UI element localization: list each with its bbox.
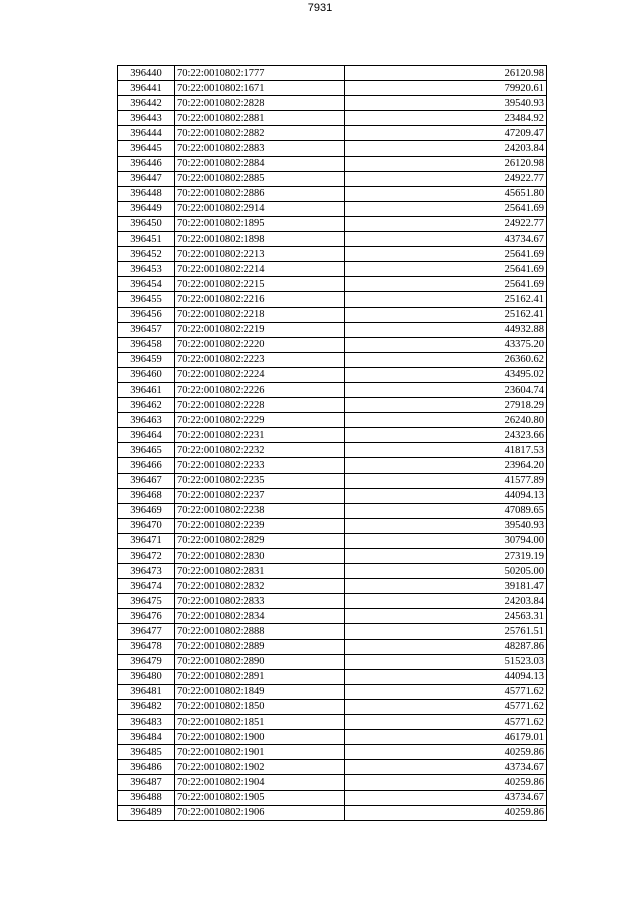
value-cell: 24203.84 <box>345 141 547 156</box>
table-row <box>118 277 547 292</box>
row-number-cell: 396460 <box>118 367 175 382</box>
cadastral-number-cell: 70:22:0010802:2883 <box>175 141 345 156</box>
table-row <box>118 503 547 518</box>
table-row <box>118 337 547 352</box>
cadastral-number-cell: 70:22:0010802:1898 <box>175 232 345 247</box>
cadastral-number-cell: 70:22:0010802:1906 <box>175 805 345 820</box>
value-cell: 44094.13 <box>345 669 547 684</box>
cadastral-number-cell: 70:22:0010802:2889 <box>175 639 345 654</box>
value-cell: 43495.02 <box>345 367 547 382</box>
table-row <box>118 201 547 216</box>
cadastral-number-cell: 70:22:0010802:2238 <box>175 503 345 518</box>
table-row <box>118 292 547 307</box>
value-cell: 45651.80 <box>345 186 547 201</box>
table-row <box>118 413 547 428</box>
table-row <box>118 639 547 654</box>
row-number-cell: 396441 <box>118 81 175 96</box>
row-number-cell: 396462 <box>118 398 175 413</box>
cadastral-number-cell: 70:22:0010802:2231 <box>175 428 345 443</box>
table-row <box>118 730 547 745</box>
row-number-cell: 396482 <box>118 699 175 714</box>
row-number-cell: 396452 <box>118 247 175 262</box>
row-number-cell: 396442 <box>118 96 175 111</box>
table-row <box>118 96 547 111</box>
row-number-cell: 396488 <box>118 790 175 805</box>
cadastral-number-cell: 70:22:0010802:2218 <box>175 307 345 322</box>
cadastral-number-cell: 70:22:0010802:2226 <box>175 382 345 397</box>
row-number-cell: 396469 <box>118 503 175 518</box>
cadastral-number-cell: 70:22:0010802:2830 <box>175 549 345 564</box>
value-cell: 39540.93 <box>345 518 547 533</box>
table-row <box>118 669 547 684</box>
row-number-cell: 396446 <box>118 156 175 171</box>
row-number-cell: 396483 <box>118 715 175 730</box>
cadastral-number-cell: 70:22:0010802:2834 <box>175 609 345 624</box>
value-cell: 39540.93 <box>345 96 547 111</box>
value-cell: 50205.00 <box>345 564 547 579</box>
table-body <box>118 66 547 821</box>
row-number-cell: 396454 <box>118 277 175 292</box>
table-row <box>118 564 547 579</box>
cadastral-number-cell: 70:22:0010802:2216 <box>175 292 345 307</box>
table-row <box>118 594 547 609</box>
table-row <box>118 684 547 699</box>
table-row <box>118 609 547 624</box>
table-row <box>118 398 547 413</box>
data-table <box>117 65 547 821</box>
table-row <box>118 307 547 322</box>
cadastral-number-cell: 70:22:0010802:1905 <box>175 790 345 805</box>
table-row <box>118 443 547 458</box>
value-cell: 40259.86 <box>345 805 547 820</box>
cadastral-number-cell: 70:22:0010802:1851 <box>175 715 345 730</box>
value-cell: 26240.80 <box>345 413 547 428</box>
row-number-cell: 396440 <box>118 66 175 81</box>
cadastral-number-cell: 70:22:0010802:1895 <box>175 216 345 231</box>
row-number-cell: 396453 <box>118 262 175 277</box>
cadastral-number-cell: 70:22:0010802:2237 <box>175 488 345 503</box>
table-row <box>118 352 547 367</box>
value-cell: 26360.62 <box>345 352 547 367</box>
row-number-cell: 396465 <box>118 443 175 458</box>
row-number-cell: 396489 <box>118 805 175 820</box>
value-cell: 25641.69 <box>345 247 547 262</box>
value-cell: 43375.20 <box>345 337 547 352</box>
table-row <box>118 186 547 201</box>
cadastral-number-cell: 70:22:0010802:2219 <box>175 322 345 337</box>
row-number-cell: 396477 <box>118 624 175 639</box>
cadastral-number-cell: 70:22:0010802:2914 <box>175 201 345 216</box>
cadastral-number-cell: 70:22:0010802:1850 <box>175 699 345 714</box>
cadastral-number-cell: 70:22:0010802:2223 <box>175 352 345 367</box>
cadastral-number-cell: 70:22:0010802:2833 <box>175 594 345 609</box>
row-number-cell: 396458 <box>118 337 175 352</box>
value-cell: 26120.98 <box>345 66 547 81</box>
cadastral-number-cell: 70:22:0010802:2213 <box>175 247 345 262</box>
value-cell: 25162.41 <box>345 307 547 322</box>
row-number-cell: 396485 <box>118 745 175 760</box>
cadastral-number-cell: 70:22:0010802:2220 <box>175 337 345 352</box>
row-number-cell: 396468 <box>118 488 175 503</box>
value-cell: 23484.92 <box>345 111 547 126</box>
table-row <box>118 518 547 533</box>
value-cell: 25641.69 <box>345 277 547 292</box>
table-row <box>118 171 547 186</box>
cadastral-number-cell: 70:22:0010802:2239 <box>175 518 345 533</box>
value-cell: 79920.61 <box>345 81 547 96</box>
table-row <box>118 141 547 156</box>
table-row <box>118 81 547 96</box>
row-number-cell: 396484 <box>118 730 175 745</box>
cadastral-number-cell: 70:22:0010802:2881 <box>175 111 345 126</box>
table-row <box>118 232 547 247</box>
row-number-cell: 396471 <box>118 533 175 548</box>
table-row <box>118 126 547 141</box>
cadastral-number-cell: 70:22:0010802:2235 <box>175 473 345 488</box>
row-number-cell: 396463 <box>118 413 175 428</box>
row-number-cell: 396456 <box>118 307 175 322</box>
cadastral-number-cell: 70:22:0010802:2891 <box>175 669 345 684</box>
cadastral-number-cell: 70:22:0010802:2831 <box>175 564 345 579</box>
table-row <box>118 624 547 639</box>
table-row <box>118 322 547 337</box>
row-number-cell: 396476 <box>118 609 175 624</box>
row-number-cell: 396473 <box>118 564 175 579</box>
cadastral-number-cell: 70:22:0010802:2828 <box>175 96 345 111</box>
value-cell: 39181.47 <box>345 579 547 594</box>
value-cell: 24563.31 <box>345 609 547 624</box>
value-cell: 45771.62 <box>345 715 547 730</box>
table-row <box>118 382 547 397</box>
row-number-cell: 396467 <box>118 473 175 488</box>
cadastral-number-cell: 70:22:0010802:2233 <box>175 458 345 473</box>
row-number-cell: 396464 <box>118 428 175 443</box>
table-row <box>118 760 547 775</box>
value-cell: 23604.74 <box>345 382 547 397</box>
value-cell: 23964.20 <box>345 458 547 473</box>
row-number-cell: 396481 <box>118 684 175 699</box>
cadastral-number-cell: 70:22:0010802:2882 <box>175 126 345 141</box>
cadastral-number-cell: 70:22:0010802:1900 <box>175 730 345 745</box>
table-row <box>118 247 547 262</box>
row-number-cell: 396449 <box>118 201 175 216</box>
cadastral-number-cell: 70:22:0010802:2215 <box>175 277 345 292</box>
cadastral-number-cell: 70:22:0010802:1671 <box>175 81 345 96</box>
table-row <box>118 156 547 171</box>
cadastral-number-cell: 70:22:0010802:2232 <box>175 443 345 458</box>
value-cell: 51523.03 <box>345 654 547 669</box>
row-number-cell: 396455 <box>118 292 175 307</box>
row-number-cell: 396457 <box>118 322 175 337</box>
row-number-cell: 396447 <box>118 171 175 186</box>
row-number-cell: 396450 <box>118 216 175 231</box>
cadastral-number-cell: 70:22:0010802:1849 <box>175 684 345 699</box>
row-number-cell: 396444 <box>118 126 175 141</box>
row-number-cell: 396448 <box>118 186 175 201</box>
table-row <box>118 699 547 714</box>
table-row <box>118 790 547 805</box>
row-number-cell: 396474 <box>118 579 175 594</box>
value-cell: 45771.62 <box>345 684 547 699</box>
row-number-cell: 396445 <box>118 141 175 156</box>
row-number-cell: 396472 <box>118 549 175 564</box>
row-number-cell: 396459 <box>118 352 175 367</box>
table-row <box>118 216 547 231</box>
table-row <box>118 745 547 760</box>
cadastral-number-cell: 70:22:0010802:2829 <box>175 533 345 548</box>
cadastral-number-cell: 70:22:0010802:1901 <box>175 745 345 760</box>
cadastral-number-cell: 70:22:0010802:2214 <box>175 262 345 277</box>
cadastral-number-cell: 70:22:0010802:1902 <box>175 760 345 775</box>
table-row <box>118 262 547 277</box>
value-cell: 27319.19 <box>345 549 547 564</box>
row-number-cell: 396475 <box>118 594 175 609</box>
cadastral-number-cell: 70:22:0010802:2228 <box>175 398 345 413</box>
table-row <box>118 367 547 382</box>
row-number-cell: 396479 <box>118 654 175 669</box>
value-cell: 30794.00 <box>345 533 547 548</box>
table-row <box>118 66 547 81</box>
table-row <box>118 805 547 820</box>
table-row <box>118 458 547 473</box>
value-cell: 25641.69 <box>345 201 547 216</box>
row-number-cell: 396470 <box>118 518 175 533</box>
row-number-cell: 396451 <box>118 232 175 247</box>
table-row <box>118 715 547 730</box>
row-number-cell: 396486 <box>118 760 175 775</box>
value-cell: 25162.41 <box>345 292 547 307</box>
value-cell: 24922.77 <box>345 171 547 186</box>
value-cell: 40259.86 <box>345 745 547 760</box>
value-cell: 25761.51 <box>345 624 547 639</box>
page-number: 7931 <box>307 2 333 14</box>
value-cell: 44094.13 <box>345 488 547 503</box>
value-cell: 45771.62 <box>345 699 547 714</box>
table-row <box>118 533 547 548</box>
value-cell: 24922.77 <box>345 216 547 231</box>
value-cell: 25641.69 <box>345 262 547 277</box>
row-number-cell: 396478 <box>118 639 175 654</box>
value-cell: 24323.66 <box>345 428 547 443</box>
table-row <box>118 549 547 564</box>
cadastral-number-cell: 70:22:0010802:2885 <box>175 171 345 186</box>
table-row <box>118 428 547 443</box>
cadastral-number-cell: 70:22:0010802:2888 <box>175 624 345 639</box>
cadastral-number-cell: 70:22:0010802:2886 <box>175 186 345 201</box>
cadastral-number-cell: 70:22:0010802:2832 <box>175 579 345 594</box>
value-cell: 47209.47 <box>345 126 547 141</box>
value-cell: 40259.86 <box>345 775 547 790</box>
value-cell: 43734.67 <box>345 760 547 775</box>
cadastral-number-cell: 70:22:0010802:1777 <box>175 66 345 81</box>
row-number-cell: 396480 <box>118 669 175 684</box>
row-number-cell: 396466 <box>118 458 175 473</box>
value-cell: 43734.67 <box>345 790 547 805</box>
table-row <box>118 488 547 503</box>
value-cell: 24203.84 <box>345 594 547 609</box>
value-cell: 27918.29 <box>345 398 547 413</box>
value-cell: 41577.89 <box>345 473 547 488</box>
table-row <box>118 111 547 126</box>
table-row <box>118 654 547 669</box>
value-cell: 41817.53 <box>345 443 547 458</box>
value-cell: 44932.88 <box>345 322 547 337</box>
value-cell: 43734.67 <box>345 232 547 247</box>
cadastral-number-cell: 70:22:0010802:2229 <box>175 413 345 428</box>
value-cell: 48287.86 <box>345 639 547 654</box>
value-cell: 46179.01 <box>345 730 547 745</box>
table-row <box>118 775 547 790</box>
cadastral-number-cell: 70:22:0010802:1904 <box>175 775 345 790</box>
cadastral-number-cell: 70:22:0010802:2890 <box>175 654 345 669</box>
row-number-cell: 396461 <box>118 382 175 397</box>
table-row <box>118 473 547 488</box>
table-row <box>118 579 547 594</box>
row-number-cell: 396443 <box>118 111 175 126</box>
cadastral-number-cell: 70:22:0010802:2884 <box>175 156 345 171</box>
value-cell: 26120.98 <box>345 156 547 171</box>
row-number-cell: 396487 <box>118 775 175 790</box>
value-cell: 47089.65 <box>345 503 547 518</box>
cadastral-number-cell: 70:22:0010802:2224 <box>175 367 345 382</box>
